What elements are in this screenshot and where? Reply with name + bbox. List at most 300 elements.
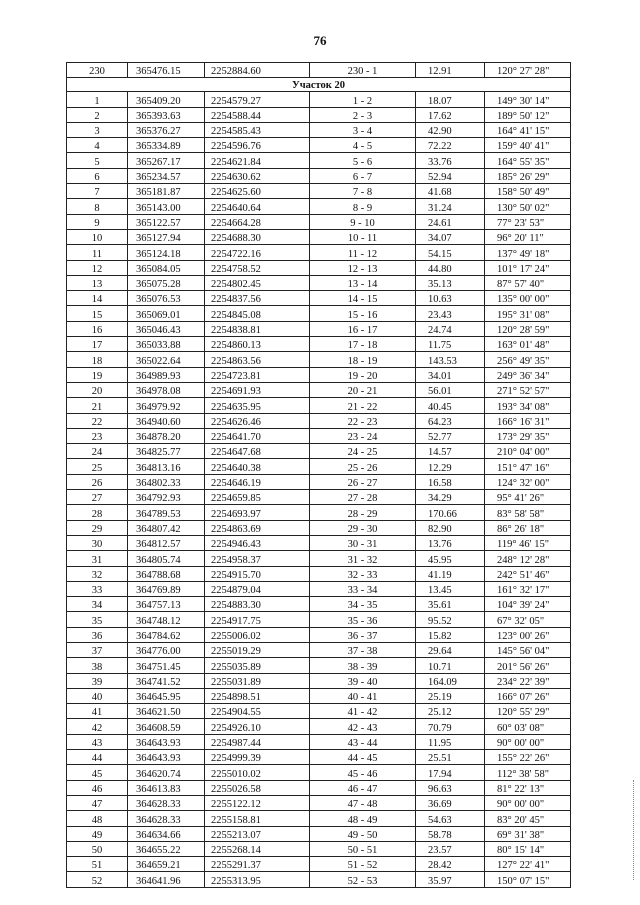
bearing-cell: 83° 58' 58": [485, 505, 571, 520]
table-row: [67, 581, 571, 596]
table-row: [67, 306, 571, 321]
table-row: [67, 428, 571, 443]
table-row: [67, 275, 571, 290]
segment-cell: 22 - 23: [310, 413, 416, 428]
length-cell: 14.57: [416, 444, 485, 459]
point-number-cell: 37: [67, 642, 128, 657]
y-coordinate-cell: 2255213.07: [205, 826, 310, 841]
x-coordinate-cell: 364741.52: [128, 673, 205, 688]
bearing-cell: 249° 36' 34": [485, 367, 571, 382]
y-coordinate-cell: 2255291.37: [205, 857, 310, 872]
y-coordinate-cell: 2254688.30: [205, 229, 310, 244]
table-row: [67, 490, 571, 505]
segment-cell: 42 - 43: [310, 719, 416, 734]
bearing-cell: 155° 22' 26": [485, 750, 571, 765]
length-cell: 23.57: [416, 841, 485, 856]
bearing-cell: 195° 31' 08": [485, 306, 571, 321]
table-row: [67, 153, 571, 168]
x-coordinate-cell: 364878.20: [128, 428, 205, 443]
x-coordinate-cell: 364620.74: [128, 765, 205, 780]
segment-cell: 5 - 6: [310, 153, 416, 168]
bearing-cell: 90° 00' 00": [485, 734, 571, 749]
y-coordinate-cell: 2255031.89: [205, 673, 310, 688]
bearing-cell: 163° 01' 48": [485, 337, 571, 352]
segment-cell: 230 - 1: [310, 63, 416, 78]
segment-cell: 6 - 7: [310, 168, 416, 183]
y-coordinate-cell: 2254691.93: [205, 382, 310, 397]
length-cell: 143.53: [416, 352, 485, 367]
point-number-cell: 41: [67, 704, 128, 719]
segment-cell: 31 - 32: [310, 551, 416, 566]
y-coordinate-cell: 2254838.81: [205, 321, 310, 336]
bearing-cell: 104° 39' 24": [485, 597, 571, 612]
segment-cell: 40 - 41: [310, 688, 416, 703]
point-number-cell: 38: [67, 658, 128, 673]
point-number-cell: 25: [67, 459, 128, 474]
length-cell: 24.61: [416, 214, 485, 229]
segment-cell: 44 - 45: [310, 750, 416, 765]
bearing-cell: 80° 15' 14": [485, 841, 571, 856]
table-row: [67, 352, 571, 367]
x-coordinate-cell: 364813.16: [128, 459, 205, 474]
length-cell: 40.45: [416, 398, 485, 413]
point-number-cell: 46: [67, 780, 128, 795]
length-cell: 52.94: [416, 168, 485, 183]
bearing-cell: 234° 22' 39": [485, 673, 571, 688]
y-coordinate-cell: 2254588.44: [205, 107, 310, 122]
point-number-cell: 9: [67, 214, 128, 229]
table-row: [67, 566, 571, 581]
length-cell: 25.19: [416, 688, 485, 703]
point-number-cell: 40: [67, 688, 128, 703]
segment-cell: 14 - 15: [310, 291, 416, 306]
x-coordinate-cell: 364655.22: [128, 841, 205, 856]
y-coordinate-cell: 2254630.62: [205, 168, 310, 183]
segment-cell: 11 - 12: [310, 245, 416, 260]
segment-cell: 9 - 10: [310, 214, 416, 229]
bearing-cell: 158° 50' 49": [485, 184, 571, 199]
length-cell: 35.61: [416, 597, 485, 612]
section-title: Участок 20: [67, 78, 571, 92]
bearing-cell: 101° 17' 24": [485, 260, 571, 275]
bearing-cell: 86° 26' 18": [485, 520, 571, 535]
table-row: [67, 229, 571, 244]
point-number-cell: 22: [67, 413, 128, 428]
y-coordinate-cell: 2255010.02: [205, 765, 310, 780]
table-row: [67, 398, 571, 413]
table-body: [67, 63, 571, 888]
y-coordinate-cell: 2254958.37: [205, 551, 310, 566]
bearing-cell: 159° 40' 41": [485, 138, 571, 153]
x-coordinate-cell: 365476.15: [128, 63, 205, 78]
table-row: [67, 474, 571, 489]
section-header-row: [67, 78, 571, 92]
segment-cell: 19 - 20: [310, 367, 416, 382]
coordinates-table-container: [66, 62, 570, 888]
length-cell: 64.23: [416, 413, 485, 428]
x-coordinate-cell: 365181.87: [128, 184, 205, 199]
y-coordinate-cell: 2254758.52: [205, 260, 310, 275]
table-row: [67, 627, 571, 642]
length-cell: 11.75: [416, 337, 485, 352]
segment-cell: 7 - 8: [310, 184, 416, 199]
point-number-cell: 27: [67, 490, 128, 505]
x-coordinate-cell: 364757.13: [128, 597, 205, 612]
y-coordinate-cell: 2254860.13: [205, 337, 310, 352]
length-cell: 28.42: [416, 857, 485, 872]
y-coordinate-cell: 2255313.95: [205, 872, 310, 887]
table-row: [67, 765, 571, 780]
length-cell: 35.97: [416, 872, 485, 887]
segment-cell: 23 - 24: [310, 428, 416, 443]
y-coordinate-cell: 2254640.38: [205, 459, 310, 474]
table-row: [67, 734, 571, 749]
point-number-cell: 29: [67, 520, 128, 535]
bearing-cell: 149° 30' 14": [485, 92, 571, 107]
bearing-cell: 145° 56' 04": [485, 642, 571, 657]
bearing-cell: 256° 49' 35": [485, 352, 571, 367]
x-coordinate-cell: 364621.50: [128, 704, 205, 719]
length-cell: 82.90: [416, 520, 485, 535]
y-coordinate-cell: 2254693.97: [205, 505, 310, 520]
point-number-cell: 26: [67, 474, 128, 489]
table-row: [67, 199, 571, 214]
segment-cell: 4 - 5: [310, 138, 416, 153]
point-number-cell: 24: [67, 444, 128, 459]
y-coordinate-cell: 2254802.45: [205, 275, 310, 290]
table-row: [67, 138, 571, 153]
segment-cell: 43 - 44: [310, 734, 416, 749]
table-row: [67, 245, 571, 260]
table-row: [67, 750, 571, 765]
bearing-cell: 271° 52' 57": [485, 382, 571, 397]
x-coordinate-cell: 364940.60: [128, 413, 205, 428]
segment-cell: 16 - 17: [310, 321, 416, 336]
table-row: [67, 367, 571, 382]
table-row: [67, 795, 571, 810]
point-number-cell: 10: [67, 229, 128, 244]
y-coordinate-cell: 2254883.30: [205, 597, 310, 612]
table-row: [67, 642, 571, 657]
length-cell: 70.79: [416, 719, 485, 734]
length-cell: 23.43: [416, 306, 485, 321]
segment-cell: 36 - 37: [310, 627, 416, 642]
point-number-cell: 28: [67, 505, 128, 520]
length-cell: 36.69: [416, 795, 485, 810]
point-number-cell: 43: [67, 734, 128, 749]
bearing-cell: 69° 31' 38": [485, 826, 571, 841]
y-coordinate-cell: 2254659.85: [205, 490, 310, 505]
x-coordinate-cell: 364807.42: [128, 520, 205, 535]
segment-cell: 32 - 33: [310, 566, 416, 581]
segment-cell: 49 - 50: [310, 826, 416, 841]
table-row: [67, 826, 571, 841]
length-cell: 34.29: [416, 490, 485, 505]
y-coordinate-cell: 2255019.29: [205, 642, 310, 657]
table-row: [67, 872, 571, 887]
x-coordinate-cell: 364659.21: [128, 857, 205, 872]
table-row: [67, 337, 571, 352]
bearing-cell: 120° 28' 59": [485, 321, 571, 336]
bearing-cell: 201° 56' 26": [485, 658, 571, 673]
length-cell: 25.12: [416, 704, 485, 719]
x-coordinate-cell: 365122.57: [128, 214, 205, 229]
bearing-cell: 164° 41' 15": [485, 122, 571, 137]
y-coordinate-cell: 2254625.60: [205, 184, 310, 199]
y-coordinate-cell: 2254646.19: [205, 474, 310, 489]
length-cell: 56.01: [416, 382, 485, 397]
x-coordinate-cell: 364643.93: [128, 750, 205, 765]
length-cell: 17.94: [416, 765, 485, 780]
x-coordinate-cell: 365033.88: [128, 337, 205, 352]
x-coordinate-cell: 364802.33: [128, 474, 205, 489]
point-number-cell: 1: [67, 92, 128, 107]
point-number-cell: 34: [67, 597, 128, 612]
point-number-cell: 50: [67, 841, 128, 856]
segment-cell: 13 - 14: [310, 275, 416, 290]
bearing-cell: 164° 55' 35": [485, 153, 571, 168]
bearing-cell: 173° 29' 35": [485, 428, 571, 443]
point-number-cell: 45: [67, 765, 128, 780]
segment-cell: 50 - 51: [310, 841, 416, 856]
bearing-cell: 248° 12' 28": [485, 551, 571, 566]
x-coordinate-cell: 365069.01: [128, 306, 205, 321]
table-row: [67, 459, 571, 474]
length-cell: 15.82: [416, 627, 485, 642]
x-coordinate-cell: 364645.95: [128, 688, 205, 703]
point-number-cell: 47: [67, 795, 128, 810]
segment-cell: 41 - 42: [310, 704, 416, 719]
bearing-cell: 210° 04' 00": [485, 444, 571, 459]
table-row: [67, 260, 571, 275]
point-number-cell: 35: [67, 612, 128, 627]
x-coordinate-cell: 365075.28: [128, 275, 205, 290]
coordinates-table: [66, 62, 571, 888]
bearing-cell: 242° 51' 46": [485, 566, 571, 581]
segment-cell: 47 - 48: [310, 795, 416, 810]
length-cell: 164.09: [416, 673, 485, 688]
point-number-cell: 30: [67, 535, 128, 550]
table-row: [67, 658, 571, 673]
table-row: [67, 535, 571, 550]
y-coordinate-cell: 2254621.84: [205, 153, 310, 168]
length-cell: 10.63: [416, 291, 485, 306]
length-cell: 35.13: [416, 275, 485, 290]
table-row: [67, 612, 571, 627]
table-row: [67, 92, 571, 107]
segment-cell: 46 - 47: [310, 780, 416, 795]
point-number-cell: 33: [67, 581, 128, 596]
point-number-cell: 52: [67, 872, 128, 887]
bearing-cell: 95° 41' 26": [485, 490, 571, 505]
y-coordinate-cell: 2254917.75: [205, 612, 310, 627]
x-coordinate-cell: 364989.93: [128, 367, 205, 382]
y-coordinate-cell: 2254863.56: [205, 352, 310, 367]
length-cell: 34.01: [416, 367, 485, 382]
length-cell: 25.51: [416, 750, 485, 765]
table-row: [67, 551, 571, 566]
x-coordinate-cell: 364784.62: [128, 627, 205, 642]
point-number-cell: 20: [67, 382, 128, 397]
segment-cell: 37 - 38: [310, 642, 416, 657]
point-number-cell: 17: [67, 337, 128, 352]
x-coordinate-cell: 365334.89: [128, 138, 205, 153]
point-number-cell: 19: [67, 367, 128, 382]
length-cell: 34.07: [416, 229, 485, 244]
point-number-cell: 51: [67, 857, 128, 872]
segment-cell: 10 - 11: [310, 229, 416, 244]
table-row: [67, 857, 571, 872]
table-row: [67, 413, 571, 428]
x-coordinate-cell: 364769.89: [128, 581, 205, 596]
bearing-cell: 96° 20' 11": [485, 229, 571, 244]
bearing-cell: 130° 50' 02": [485, 199, 571, 214]
x-coordinate-cell: 364788.68: [128, 566, 205, 581]
length-cell: 58.78: [416, 826, 485, 841]
length-cell: 13.76: [416, 535, 485, 550]
segment-cell: 52 - 53: [310, 872, 416, 887]
point-number-cell: 6: [67, 168, 128, 183]
bearing-cell: 90° 00' 00": [485, 795, 571, 810]
point-number-cell: 13: [67, 275, 128, 290]
point-number-cell: 48: [67, 811, 128, 826]
table-row: [67, 811, 571, 826]
segment-cell: 29 - 30: [310, 520, 416, 535]
segment-cell: 8 - 9: [310, 199, 416, 214]
bearing-cell: 127° 22' 41": [485, 857, 571, 872]
table-row: [67, 505, 571, 520]
point-number-cell: 36: [67, 627, 128, 642]
segment-cell: 1 - 2: [310, 92, 416, 107]
y-coordinate-cell: 2254585.43: [205, 122, 310, 137]
y-coordinate-cell: 2254723.81: [205, 367, 310, 382]
length-cell: 54.15: [416, 245, 485, 260]
point-number-cell: 14: [67, 291, 128, 306]
bearing-cell: 120° 27' 28": [485, 63, 571, 78]
bearing-cell: 151° 47' 16": [485, 459, 571, 474]
length-cell: 33.76: [416, 153, 485, 168]
y-coordinate-cell: 2254926.10: [205, 719, 310, 734]
x-coordinate-cell: 364608.59: [128, 719, 205, 734]
length-cell: 29.64: [416, 642, 485, 657]
segment-cell: 24 - 25: [310, 444, 416, 459]
bearing-cell: 67° 32' 05": [485, 612, 571, 627]
segment-cell: 39 - 40: [310, 673, 416, 688]
length-cell: 52.77: [416, 428, 485, 443]
segment-cell: 18 - 19: [310, 352, 416, 367]
segment-cell: 48 - 49: [310, 811, 416, 826]
point-number-cell: 2: [67, 107, 128, 122]
bearing-cell: 135° 00' 00": [485, 291, 571, 306]
segment-cell: 2 - 3: [310, 107, 416, 122]
length-cell: 31.24: [416, 199, 485, 214]
table-row: [67, 122, 571, 137]
bearing-cell: 119° 46' 15": [485, 535, 571, 550]
table-row: [67, 597, 571, 612]
length-cell: 54.63: [416, 811, 485, 826]
segment-cell: 35 - 36: [310, 612, 416, 627]
x-coordinate-cell: 365267.17: [128, 153, 205, 168]
y-coordinate-cell: 2254641.70: [205, 428, 310, 443]
table-row: [67, 673, 571, 688]
x-coordinate-cell: 364641.96: [128, 872, 205, 887]
table-row: [67, 291, 571, 306]
length-cell: 45.95: [416, 551, 485, 566]
y-coordinate-cell: 2254879.04: [205, 581, 310, 596]
y-coordinate-cell: 2255158.81: [205, 811, 310, 826]
length-cell: 16.58: [416, 474, 485, 489]
length-cell: 12.29: [416, 459, 485, 474]
bearing-cell: 161° 32' 17": [485, 581, 571, 596]
y-coordinate-cell: 2255006.02: [205, 627, 310, 642]
point-number-cell: 39: [67, 673, 128, 688]
x-coordinate-cell: 365076.53: [128, 291, 205, 306]
y-coordinate-cell: 2255035.89: [205, 658, 310, 673]
y-coordinate-cell: 2254640.64: [205, 199, 310, 214]
x-coordinate-cell: 365393.63: [128, 107, 205, 122]
bearing-cell: 123° 00' 26": [485, 627, 571, 642]
x-coordinate-cell: 364789.53: [128, 505, 205, 520]
point-number-cell: 44: [67, 750, 128, 765]
segment-cell: 38 - 39: [310, 658, 416, 673]
table-row: [67, 107, 571, 122]
length-cell: 10.71: [416, 658, 485, 673]
bearing-cell: 77° 23' 53": [485, 214, 571, 229]
x-coordinate-cell: 364979.92: [128, 398, 205, 413]
length-cell: 24.74: [416, 321, 485, 336]
x-coordinate-cell: 364805.74: [128, 551, 205, 566]
segment-cell: 3 - 4: [310, 122, 416, 137]
point-number-cell: 3: [67, 122, 128, 137]
x-coordinate-cell: 365022.64: [128, 352, 205, 367]
length-cell: 11.95: [416, 734, 485, 749]
x-coordinate-cell: 364812.57: [128, 535, 205, 550]
page-number: 76: [313, 33, 327, 48]
y-coordinate-cell: 2254904.55: [205, 704, 310, 719]
point-number-cell: 4: [67, 138, 128, 153]
segment-cell: 51 - 52: [310, 857, 416, 872]
y-coordinate-cell: 2255122.12: [205, 795, 310, 810]
scan-edge-mark: [633, 780, 637, 880]
bearing-cell: 166° 16' 31": [485, 413, 571, 428]
y-coordinate-cell: 2254863.69: [205, 520, 310, 535]
bearing-cell: 112° 38' 58": [485, 765, 571, 780]
y-coordinate-cell: 2254837.56: [205, 291, 310, 306]
table-row: [67, 841, 571, 856]
y-coordinate-cell: 2254635.95: [205, 398, 310, 413]
point-number-cell: 12: [67, 260, 128, 275]
bearing-cell: 81° 22' 13": [485, 780, 571, 795]
y-coordinate-cell: 2254596.76: [205, 138, 310, 153]
y-coordinate-cell: 2254845.08: [205, 306, 310, 321]
segment-cell: 20 - 21: [310, 382, 416, 397]
table-row: [67, 63, 571, 78]
point-number-cell: 5: [67, 153, 128, 168]
length-cell: 72.22: [416, 138, 485, 153]
bearing-cell: 189° 50' 12": [485, 107, 571, 122]
x-coordinate-cell: 364751.45: [128, 658, 205, 673]
length-cell: 170.66: [416, 505, 485, 520]
y-coordinate-cell: 2254579.27: [205, 92, 310, 107]
table-row: [67, 520, 571, 535]
bearing-cell: 120° 55' 29": [485, 704, 571, 719]
x-coordinate-cell: 365376.27: [128, 122, 205, 137]
table-row: [67, 688, 571, 703]
point-number-cell: 32: [67, 566, 128, 581]
table-row: [67, 168, 571, 183]
point-number-cell: 49: [67, 826, 128, 841]
segment-cell: 21 - 22: [310, 398, 416, 413]
